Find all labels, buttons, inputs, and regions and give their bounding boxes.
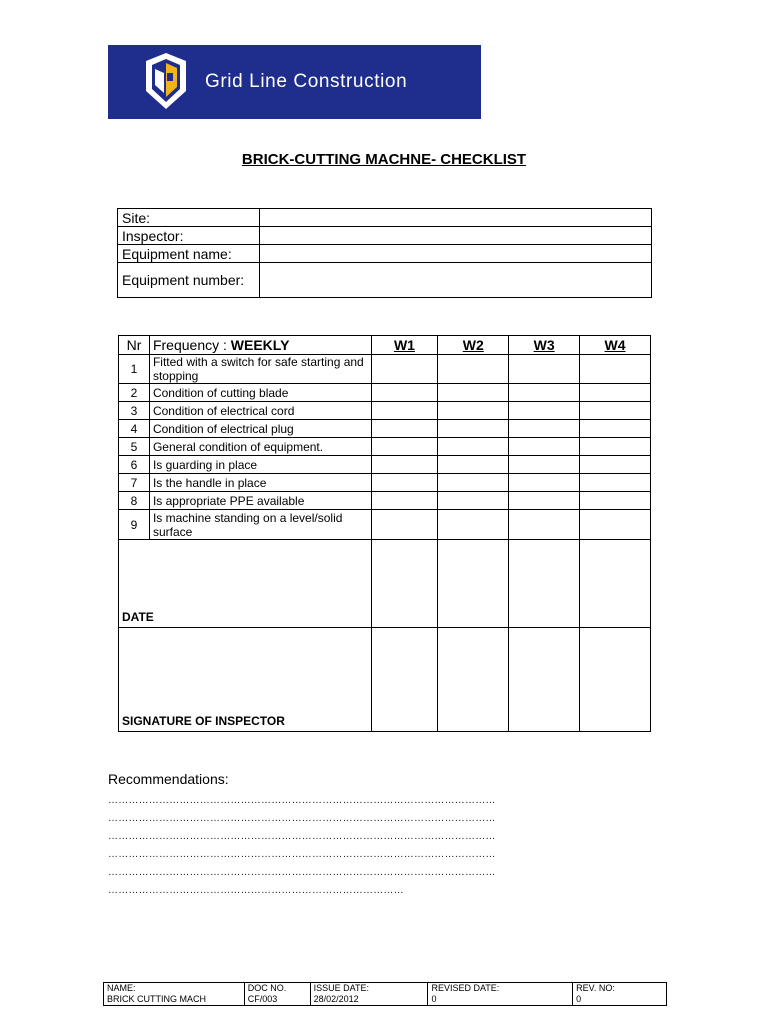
date-label: DATE <box>119 540 372 628</box>
recommendation-line[interactable]: …………………………………………………………………………………………………… <box>108 867 496 878</box>
frequency-label: Frequency : <box>152 337 231 353</box>
inspector-label: Inspector: <box>118 227 260 245</box>
check-cell[interactable] <box>509 420 580 438</box>
check-cell[interactable] <box>438 492 509 510</box>
table-row <box>119 492 651 510</box>
check-cell[interactable] <box>438 456 509 474</box>
item-text: Fitted with a switch for safe starting and stopping <box>149 355 371 384</box>
check-cell[interactable] <box>438 474 509 492</box>
check-cell[interactable] <box>371 510 438 540</box>
item-number: 6 <box>119 456 150 474</box>
equipment-name-field[interactable] <box>260 245 652 263</box>
check-cell[interactable] <box>580 438 651 456</box>
recommendations-label: Recommendations: <box>108 771 229 787</box>
week-header: W1 <box>371 336 438 355</box>
equipment-name-label: Equipment name: <box>118 245 260 263</box>
equipment-number-label: Equipment number: <box>118 263 260 298</box>
date-cell[interactable] <box>438 540 509 628</box>
check-cell[interactable] <box>580 402 651 420</box>
footer-revised-label: REVISED DATE: <box>431 983 500 993</box>
item-text: Condition of electrical plug <box>149 420 371 438</box>
footer-issue <box>310 983 428 1006</box>
item-text: Is appropriate PPE available <box>149 492 371 510</box>
table-row <box>119 510 651 540</box>
footer-rev <box>573 983 667 1006</box>
week-header: W3 <box>509 336 580 355</box>
check-cell[interactable] <box>580 456 651 474</box>
check-cell[interactable] <box>371 355 438 384</box>
footer-revised <box>428 983 573 1006</box>
check-cell[interactable] <box>580 355 651 384</box>
document-footer <box>103 982 667 1006</box>
check-cell[interactable] <box>438 384 509 402</box>
check-cell[interactable] <box>509 384 580 402</box>
check-cell[interactable] <box>580 384 651 402</box>
week-header: W4 <box>580 336 651 355</box>
nr-header: Nr <box>119 336 150 355</box>
check-cell[interactable] <box>371 456 438 474</box>
signature-cell[interactable] <box>509 628 580 732</box>
item-text: Is the handle in place <box>149 474 371 492</box>
footer-name-value: BRICK CUTTING MACH <box>107 994 206 1004</box>
footer-doc <box>244 983 310 1006</box>
check-cell[interactable] <box>371 492 438 510</box>
footer-rev-label: REV. NO: <box>576 983 615 993</box>
table-row <box>119 420 651 438</box>
equipment-number-field[interactable] <box>260 263 652 298</box>
date-cell[interactable] <box>371 540 438 628</box>
check-cell[interactable] <box>438 402 509 420</box>
item-number: 4 <box>119 420 150 438</box>
site-field[interactable] <box>260 209 652 227</box>
recommendation-line[interactable]: …………………………………………………………………………………………………… <box>108 831 496 842</box>
recommendation-line[interactable]: …………………………………………………………………………… <box>108 885 404 896</box>
footer-name-label: NAME: <box>107 983 136 993</box>
footer-doc-value: CF/003 <box>247 994 278 1004</box>
grid-line-logo-icon <box>142 51 190 113</box>
footer-issue-value: 28/02/2012 <box>313 994 359 1004</box>
check-cell[interactable] <box>438 510 509 540</box>
item-number: 5 <box>119 438 150 456</box>
frequency-value: WEEKLY <box>230 337 290 353</box>
signature-cell[interactable] <box>580 628 651 732</box>
date-row <box>119 540 651 628</box>
footer-issue-label: ISSUE DATE: <box>313 983 369 993</box>
table-row <box>119 402 651 420</box>
item-number: 8 <box>119 492 150 510</box>
check-cell[interactable] <box>580 510 651 540</box>
table-row <box>119 438 651 456</box>
week-header: W2 <box>438 336 509 355</box>
signature-row <box>119 628 651 732</box>
check-cell[interactable] <box>580 474 651 492</box>
check-cell[interactable] <box>371 402 438 420</box>
table-row <box>119 456 651 474</box>
page-title: BRICK-CUTTING MACHNE- CHECKLIST <box>241 151 527 168</box>
check-cell[interactable] <box>509 456 580 474</box>
check-cell[interactable] <box>509 402 580 420</box>
date-cell[interactable] <box>580 540 651 628</box>
checklist-table <box>118 335 651 732</box>
signature-cell[interactable] <box>371 628 438 732</box>
check-cell[interactable] <box>580 492 651 510</box>
date-cell[interactable] <box>509 540 580 628</box>
check-cell[interactable] <box>438 438 509 456</box>
company-banner <box>108 45 481 119</box>
inspector-field[interactable] <box>260 227 652 245</box>
footer-rev-value: 0 <box>576 994 582 1004</box>
signature-label: SIGNATURE OF INSPECTOR <box>119 628 372 732</box>
table-row <box>119 355 651 384</box>
recommendation-line[interactable]: …………………………………………………………………………………………………… <box>108 813 496 824</box>
check-cell[interactable] <box>509 474 580 492</box>
item-number: 9 <box>119 510 150 540</box>
check-cell[interactable] <box>509 510 580 540</box>
item-number: 1 <box>119 355 150 384</box>
item-text: Condition of electrical cord <box>149 402 371 420</box>
info-table <box>117 208 652 298</box>
check-cell[interactable] <box>509 438 580 456</box>
recommendation-line[interactable]: …………………………………………………………………………………………………… <box>108 849 496 860</box>
check-cell[interactable] <box>371 384 438 402</box>
item-text: Condition of cutting blade <box>149 384 371 402</box>
footer-doc-label: DOC NO. <box>247 983 287 993</box>
check-cell[interactable] <box>438 420 509 438</box>
check-cell[interactable] <box>438 355 509 384</box>
company-name: Grid Line Construction <box>205 71 408 92</box>
check-cell[interactable] <box>509 492 580 510</box>
table-row <box>119 384 651 402</box>
check-cell[interactable] <box>371 474 438 492</box>
check-cell[interactable] <box>580 420 651 438</box>
item-text: Is guarding in place <box>149 456 371 474</box>
item-text: Is machine standing on a level/solid surface <box>149 510 371 540</box>
site-label: Site: <box>118 209 260 227</box>
signature-cell[interactable] <box>438 628 509 732</box>
footer-revised-value: 0 <box>431 994 437 1004</box>
item-number: 3 <box>119 402 150 420</box>
recommendation-line[interactable]: …………………………………………………………………………………………………… <box>108 795 496 806</box>
footer-name <box>104 983 245 1006</box>
check-cell[interactable] <box>371 438 438 456</box>
item-number: 2 <box>119 384 150 402</box>
check-cell[interactable] <box>371 420 438 438</box>
item-text: General condition of equipment. <box>149 438 371 456</box>
item-number: 7 <box>119 474 150 492</box>
table-row <box>119 474 651 492</box>
frequency-header <box>149 336 371 355</box>
check-cell[interactable] <box>509 355 580 384</box>
